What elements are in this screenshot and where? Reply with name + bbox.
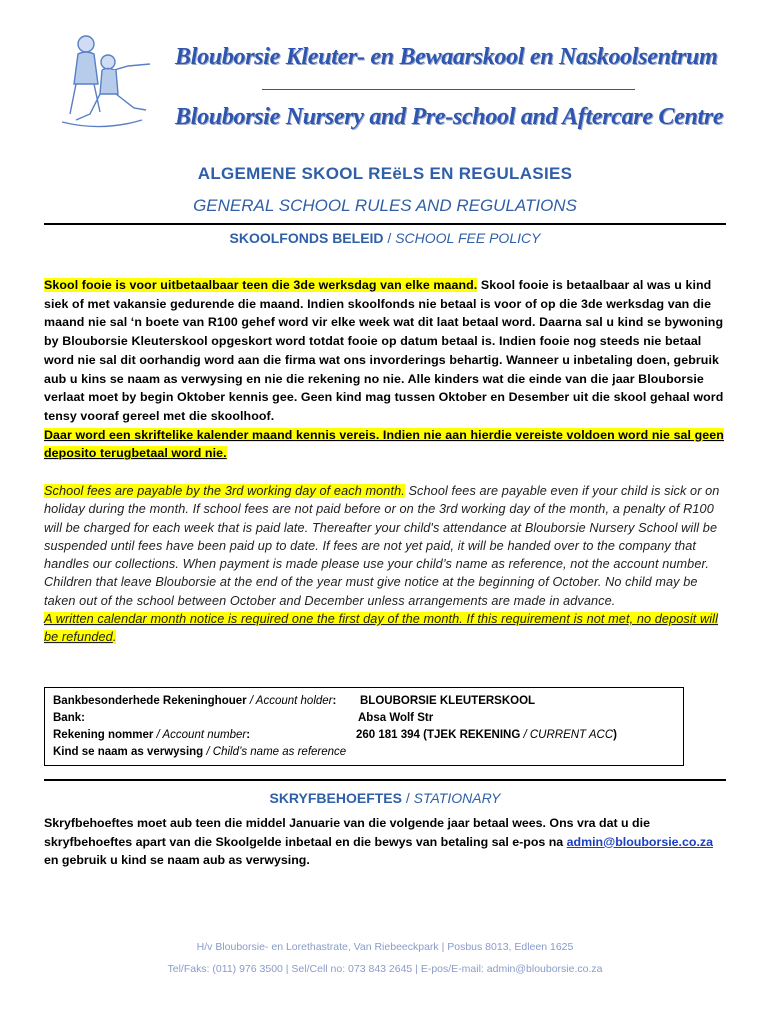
- bank-label: Bank:: [53, 712, 85, 724]
- fee-policy-body-en: School fees are payable even if your child is sick or on holiday during the month. If school fees are not paid before or on the 3rd working day of the month, a penalty of R100 will be charged for each week that is paid late. Thereafter your child's attendance at Blouborsie Nursery School will be suspended until fees have been paid up to date. If fees are not yet paid, it will be handed over to the company that handles our collections. When payment is made please use your child’s name as reference, not the account number. Children that leave Blouborsie at the end of the year must give notice at the beginning of October. No child may be taken out of the school between October and December unless arrangements are made in advance.: [44, 484, 720, 608]
- fee-policy-body-af: Skool fooie is betaalbaar al was u kind siek of met vakansie gedurende die maand. Indien skoolfonds nie betaal is voor of op die 3de werksdag van die maand nie sal ‘n boete van R100 gehef word vir elke week wat dit laat betaal word. Daarna sal u kind se bywoning by Blouborsie Kleuterskool opgeskort word totdat fooie op datum betaal is. Indien fooie nog steeds nie betaal word nie sal dit oorhandig word aan die firma wat ons invorderings behartig. Wanneer u inbetaling doen, gebruik aub u kins se naam as verwysing en nie die rekening no nie. Alle kinders wat die einde van die jaar Blouborsie verlaat moet by begin Oktober kennis gee. Geen kind mag tussen Oktober en Desember uit die skool gehaal word tensy vooraf gereel met die skoolhoof.: [44, 278, 724, 423]
- account-holder-row: [53, 692, 336, 710]
- colon: :: [246, 729, 251, 741]
- heading-sep: /: [401, 790, 414, 806]
- heading-af: SKRYFBEHOEFTES: [269, 790, 402, 806]
- children-logo: [56, 22, 156, 140]
- account-number-row: [53, 726, 250, 744]
- account-number-label-en: / Account number: [153, 729, 247, 741]
- stationary-body-end: en gebruik u kind se naam aub as verwysing.: [44, 853, 310, 868]
- account-number: 260 181 394 (TJEK REKENING: [356, 729, 521, 741]
- account-holder-label-en: / Account holder: [246, 695, 333, 707]
- bank-value: Absa Wolf Str: [358, 712, 434, 724]
- title-divider: [44, 223, 726, 225]
- heading-sep: /: [383, 230, 396, 246]
- email-link[interactable]: admin@blouborsie.co.za: [566, 834, 713, 849]
- reference-label-en: / Child’s name as reference: [203, 746, 347, 758]
- school-name-afrikaans: Blouborsie Kleuter- en Bewaarskool en Naskoolsentrum: [175, 44, 718, 70]
- bank-details-box: [44, 687, 684, 766]
- account-number-value: [356, 726, 617, 744]
- reference-row: [53, 743, 346, 761]
- reference-label: Kind se naam as verwysing: [53, 746, 204, 758]
- section-heading-stationary: [0, 790, 770, 806]
- notice-requirement-af: Daar word een skriftelike kalender maand kennis vereis. Indien nie aan hierdie vereiste voldoen word nie sal geen deposito terugbetaal word nie.: [44, 427, 724, 461]
- school-name-english: Blouborsie Nursery and Pre-school and Aftercare Centre: [175, 104, 724, 130]
- heading-af: SKOOLFONDS BELEID: [229, 230, 384, 246]
- account-holder-label: Bankbesonderhede Rekeninghouer: [53, 695, 247, 707]
- stationary-paragraph: [44, 814, 726, 870]
- notice-requirement-en: A written calendar month notice is required one the first day of the month. If this requirement is not met, no deposit will be refunded: [44, 612, 719, 645]
- section-heading-fee-policy: [0, 230, 770, 246]
- colon: :: [332, 695, 337, 707]
- fee-due-highlight-af: Skool fooie is voor uitbetaalbaar teen die 3de werksdag van elke maand.: [44, 278, 478, 292]
- stationary-body: Skryfbehoeftes moet aub teen die middel Januarie van die volgende jaar betaal wees. Ons vra dat u die skryfbehoeftes apart van die Skoolgelde inbetaal en die bewys van betaling sal e-pos na: [44, 816, 650, 849]
- notice-end: .: [112, 630, 117, 645]
- account-number-label: Rekening nommer: [53, 729, 154, 741]
- fee-policy-english: [44, 482, 726, 647]
- header-divider: [262, 89, 635, 90]
- main-title: ALGEMENE SKOOL REëLS EN REGULASIES: [197, 164, 573, 183]
- footer-address: H/v Blouborsie- en Lorethastrate, Van Riebeeckpark | Posbus 8013, Edleen 1625: [196, 941, 574, 953]
- account-holder-value: BLOUBORSIE KLEUTERSKOOL: [360, 695, 536, 707]
- heading-en: SCHOOL FEE POLICY: [395, 230, 541, 246]
- fee-policy-afrikaans: [44, 276, 726, 463]
- account-type-en: / CURRENT ACC: [520, 729, 614, 741]
- main-subtitle: GENERAL SCHOOL RULES AND REGULATIONS: [193, 196, 577, 215]
- fee-due-highlight-en: School fees are payable by the 3rd working day of each month.: [44, 484, 405, 498]
- footer-contact: Tel/Faks: (011) 976 3500 | Sel/Cell no: 073 843 2645 | E-pos/E-mail: admin@blouborsie.co.za: [167, 963, 603, 975]
- heading-en: STATIONARY: [413, 790, 501, 806]
- section-divider: [44, 779, 726, 781]
- paren: ): [613, 729, 617, 741]
